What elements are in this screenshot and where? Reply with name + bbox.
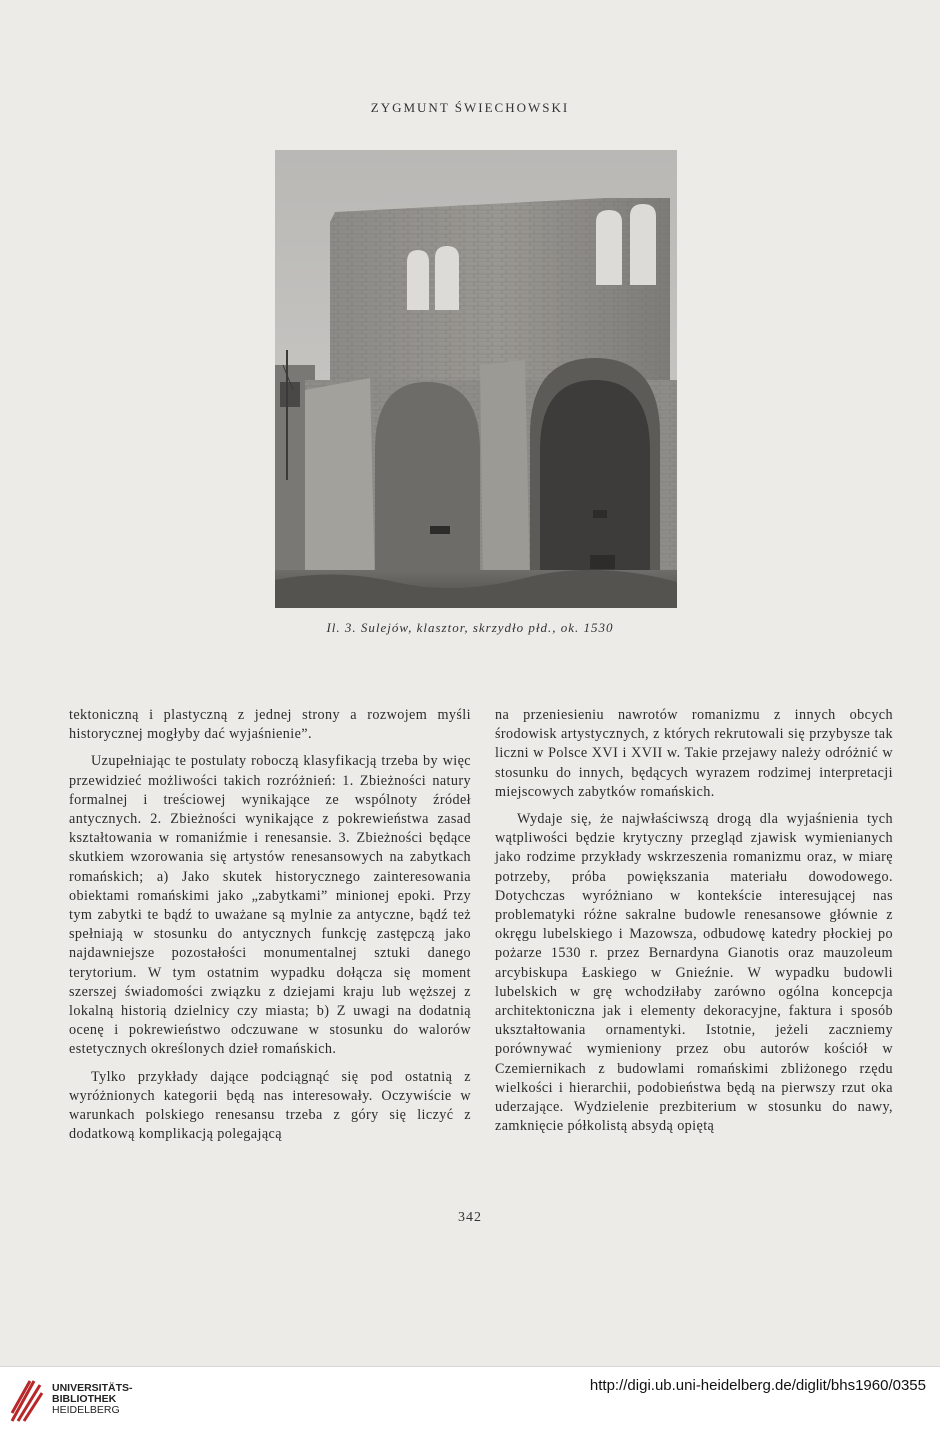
page-number: 342 [458, 1210, 482, 1225]
paragraph: na przeniesieniu nawrotów romanizmu z innych obcych środowisk artystycznych, z których rekrutowali się przybysze tak liczni w Polsce XVI i XVII w. Takie przejawy należy odróżnić w stosunku do innych, będących wyrazem rodzimej interpretacji miejscowych zabytków romańskich. [495, 707, 893, 800]
paragraph: Uzupełniając te postulaty roboczą klasyfikacją trzeba by więc przewidzieć możliwości takich rozróżnień: 1. Zbieżności natury formalnej i treściowej wynikające ze wspólnoty źródeł antycznych. 2. Zbieżności wynikające z pokrewieństwa zasad kształtowania w romaniźmie i renesansie. 3. Zbieżności będące skutkiem wzorowania się artystów renesansowych na zabytkach romańskich; a) Jako skutek historycznego zainteresowania obiektami romańskimi jako „zabytkami” minionej epoki. Przy tym zabytki te bądź to uważane są mylnie za antyczne, bądź też spełniają w stosunku do antycznych funkcję zastępczą jako najdawniejsze pozostałości monumentalnej sztuki danego terytorium. W tym ostatnim wypadku dołącza się moment szerszej świadomości związku z dziejami kraju lub węższej z lokalną historią dzielnicy czy miasta; b) Z uwagi na dodatnią ocenę i pokrewieństwo odczuwane w stosunku do walorów estetycznych określonych dzieł romańskich. [69, 753, 471, 1058]
left-text-column [69, 706, 471, 1152]
library-name-line: UNIVERSITÄTS- [52, 1382, 133, 1394]
paragraph: Wydaje się, że najwłaściwszą drogą dla wyjaśnienia tych wątpliwości będzie krytyczny przegląd zjawisk wymienianych jako rodzime przykłady wskrzeszenia romanizmu oraz, w miarę potrzeby, próba powiększania materiału dowodowego. Dotychczas wyróżniano w kontekście interesującej nas problematyki różne sakralne budowle renesansowe głównie z okręgu lubelskiego i Mazowsza, odbudowę katedry płockiej po pożarze 1530 r. przez Bernardyna Gianotis oraz mauzoleum arcybiskupa Łaskiego w Gnieźnie. W wypadku budowli lubelskich w grę wchodziłaby zarówno ogólna koncepcja architektoniczna jak i elementy dekoracyjne, faktura i sposób ukształtowania ornamentyki. Istotnie, jeżeli zaczniemy porównywać wymieniony przez obu autorów kościół w Czemiernikach z budowlami romańskimi zbliżonego rzędu wielkości i hierarchii, podobieństwa będą na pierwszy rzut oka uderzające. Wydzielenie prezbiterium w stosunku do nawy, zamknięcie półkolistą absydą opiętą [495, 811, 893, 1135]
figure-caption: Il. 3. Sulejów, klasztor, skrzydło płd., ok. 1530 [326, 620, 614, 635]
monastery-photo [275, 150, 677, 608]
library-name-line: BIBLIOTHEK [52, 1393, 117, 1405]
right-text-column [495, 706, 893, 1144]
running-head: ZYGMUNT ŚWIECHOWSKI [370, 100, 570, 115]
permalink-url[interactable]: http://digi.ub.uni-heidelberg.de/diglit/bhs1960/0355 [589, 1377, 926, 1394]
viewer-footer [0, 1366, 940, 1437]
paragraph: Tylko przykłady dające podciągnąć się pod ostatnią z wyróżnionych kategorii będą nas interesowały. Oczywiście w warunkach polskiego renesansu trzeba z góry się liczyć z dodatkową komplikacją polegającą [69, 1068, 471, 1143]
paragraph: tektoniczną i plastyczną z jednej strony a rozwojem myśli historycznej mogłyby dać wyjaśnienie”. [69, 707, 471, 743]
library-logo-icon [10, 1377, 44, 1423]
photo-illustration [275, 150, 677, 608]
library-name [52, 1383, 133, 1416]
library-name-line: HEIDELBERG [52, 1404, 120, 1416]
